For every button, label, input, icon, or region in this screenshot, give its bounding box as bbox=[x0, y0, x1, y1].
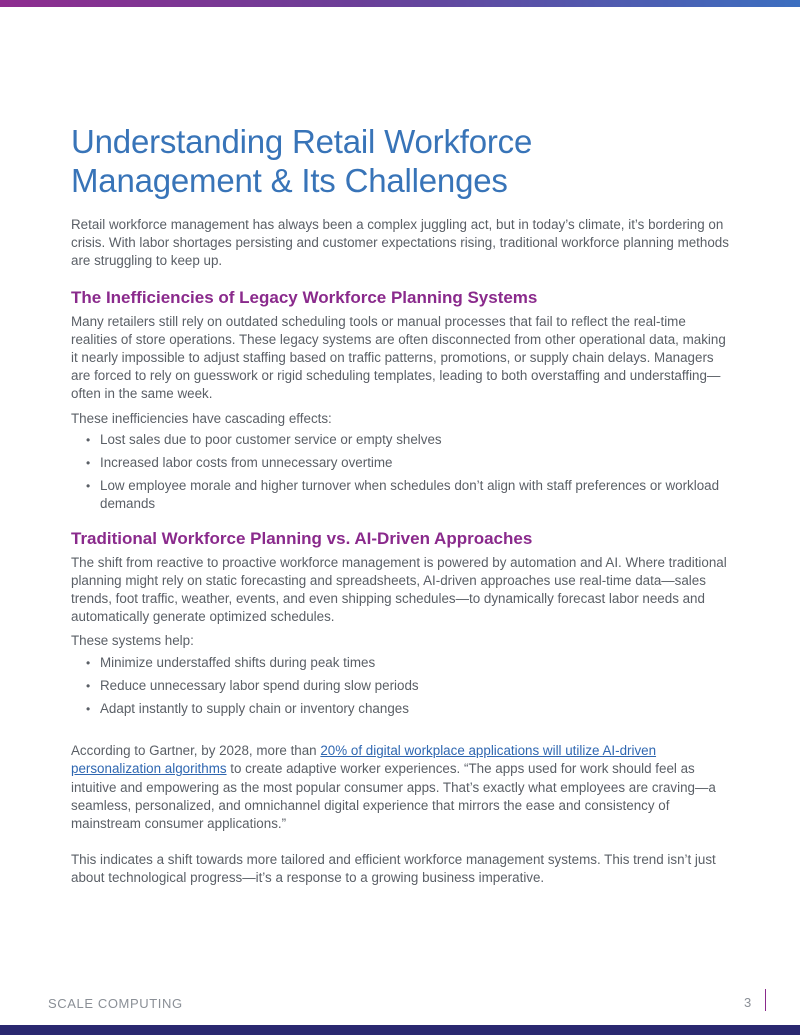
page-content bbox=[71, 122, 731, 888]
section-heading-legacy: The Inefficiencies of Legacy Workforce Planning Systems bbox=[71, 287, 538, 307]
page-title: Understanding Retail Workforce Management & Its Challenges bbox=[71, 123, 533, 199]
section-paragraph-ai: The shift from reactive to proactive workforce management is powered by automation and AI. Where traditional planning might rely on static forecasting and spreadsheets, AI-driven approaches use real-time data—sales trends, foot traffic, weather, events, and even shipping schedules—to dynamically forecast labor needs and automatically generate optimized schedules. bbox=[71, 554, 727, 625]
list-item: • Low employee morale and higher turnover when schedules don’t align with staff preferences or workload demands bbox=[86, 478, 720, 512]
closing-paragraph: This indicates a shift towards more tailored and efficient workforce management systems. This trend isn’t just about technological progress—it’s a response to a growing business imperative. bbox=[71, 852, 716, 886]
bullet-icon: • bbox=[86, 678, 91, 693]
list-item: • Minimize understaffed shifts during peak times bbox=[71, 654, 731, 672]
list-item: • Adapt instantly to supply chain or inventory changes bbox=[71, 700, 731, 718]
page-number-divider bbox=[765, 989, 766, 1011]
list-item: • Lost sales due to poor customer service or empty shelves bbox=[71, 431, 731, 449]
footer-brand: SCALE COMPUTING bbox=[48, 996, 183, 1011]
gartner-report-link[interactable]: 20% of digital workplace applications will utilize AI-driven personalization algorithms bbox=[71, 743, 657, 777]
gartner-paragraph: According to Gartner, by 2028, more than 20% of digital workplace applications will utilize AI-driven personalization algorithms to create adaptive worker experiences. “The apps used for work should feel as intuitive and empowering as the most popular consumer apps. That’s exactly what employees are craving—a seamless, personalized, and omnichannel digital experience that mirrors the ease and consistency of mainstream consumer applications.” bbox=[71, 743, 716, 832]
bullet-icon: • bbox=[86, 655, 91, 670]
section-paragraph-legacy: Many retailers still rely on outdated scheduling tools or manual processes that fail to reflect the real-time realities of store operations. These legacy systems are often disconnected from other operational data, making it nearly impossible to adjust staffing based on traffic patterns, promotions, or supply chain delays. Managers are forced to rely on guesswork or rigid scheduling templates, leading to both overstaffing and understaffing—often in the same week. bbox=[71, 313, 726, 402]
bullet-icon: • bbox=[86, 456, 91, 471]
bullet-list-ai bbox=[71, 654, 731, 719]
bullet-icon: • bbox=[86, 432, 91, 447]
bullets-lead-ai: These systems help: bbox=[71, 633, 194, 649]
intro-paragraph: Retail workforce management has always been a complex juggling act, but in today’s climate, it’s bordering on crisis. With labor shortages persisting and customer expectations rising, traditional workforce planning methods are struggling to keep up. bbox=[71, 217, 729, 269]
bullets-lead-legacy: These inefficiencies have cascading effects: bbox=[71, 410, 332, 426]
bullet-list-legacy bbox=[71, 431, 731, 514]
bullet-icon: • bbox=[86, 702, 91, 717]
list-item: • Increased labor costs from unnecessary overtime bbox=[71, 454, 731, 472]
list-item: • Reduce unnecessary labor spend during slow periods bbox=[71, 677, 731, 695]
page-number: 3 bbox=[744, 995, 752, 1010]
top-gradient-bar bbox=[0, 0, 800, 7]
bottom-bar bbox=[0, 1025, 800, 1035]
section-heading-ai: Traditional Workforce Planning vs. AI-Driven Approaches bbox=[71, 528, 533, 548]
bullet-icon: • bbox=[86, 479, 91, 494]
